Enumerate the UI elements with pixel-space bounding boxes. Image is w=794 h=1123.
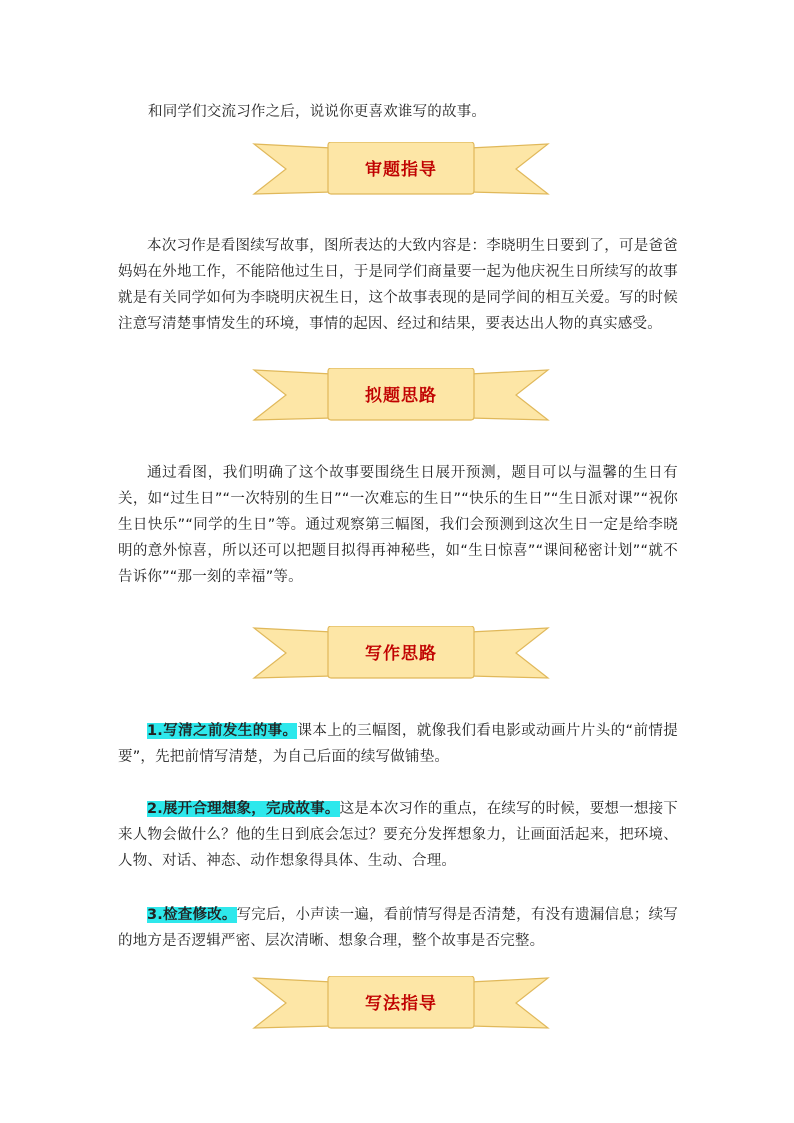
writing-point-1 [118, 718, 678, 770]
point-label: 1.写清之前发生的事。 [147, 723, 298, 739]
point-text: 这是本次习作的重点，在续写的时候，要想一想接下来人物会做什么？他的生日到底会怎过？要充分发挥想象力，让画面活起来，把环境、人物、对话、神态、动作想象得具体、生动、合理。 [118, 801, 678, 869]
section-title: 写法指导 [365, 994, 437, 1014]
point-text: 写完后，小声读一遍，看前情写得是否清楚，有没有遗漏信息；续写的地方是否逻辑严密、层次清晰、想象合理，整个故事是否完整。 [118, 907, 679, 949]
writing-point-2 [118, 796, 678, 874]
intro-line: 和同学们交流习作之后，说说你更喜欢谁写的故事。 [148, 104, 487, 120]
point-text: 课本上的三幅图，就像我们看电影或动画片片头的“前情提要”，先把前情写清楚，为自己后面的续写做铺垫。 [118, 723, 678, 765]
section-title: 写作思路 [365, 644, 437, 664]
section-banner-3 [252, 626, 550, 682]
section-banner-4 [252, 976, 550, 1032]
writing-point-3 [118, 902, 678, 954]
point-label: 2.展开合理想象，完成故事。 [147, 801, 340, 817]
section-title: 拟题思路 [365, 386, 437, 406]
section-banner-1 [252, 142, 550, 198]
point-label: 3.检查修改。 [147, 907, 237, 923]
section-banner-2 [252, 368, 550, 424]
section-title: 审题指导 [365, 160, 437, 180]
section-paragraph: 通过看图，我们明确了这个故事要围绕生日展开预测，题目可以与温馨的生日有关，如“过生日”“一次特别的生日”“一次难忘的生日”“快乐的生日”“生日派对课”“祝你生日快乐”“同学的生日”等。通过观察第三幅图，我们会预测到这次生日一定是给李晓明的意外惊喜，所以还可以把题目拟得再神秘些，如“生日惊喜”“课间秘密计划”“就不告诉你”“那一刻的幸福”等。 [118, 465, 678, 585]
section-paragraph: 本次习作是看图续写故事，图所表达的大致内容是：李晓明生日要到了，可是爸爸妈妈在外地工作，不能陪他过生日，于是同学们商量要一起为他庆祝生日所续写的故事就是有关同学如何为李晓明庆祝生日，这个故事表现的是同学间的相互关爱。写的时候注意写清楚事情发生的环境，事情的起因、经过和结果，要表达出人物的真实感受。 [118, 238, 678, 332]
